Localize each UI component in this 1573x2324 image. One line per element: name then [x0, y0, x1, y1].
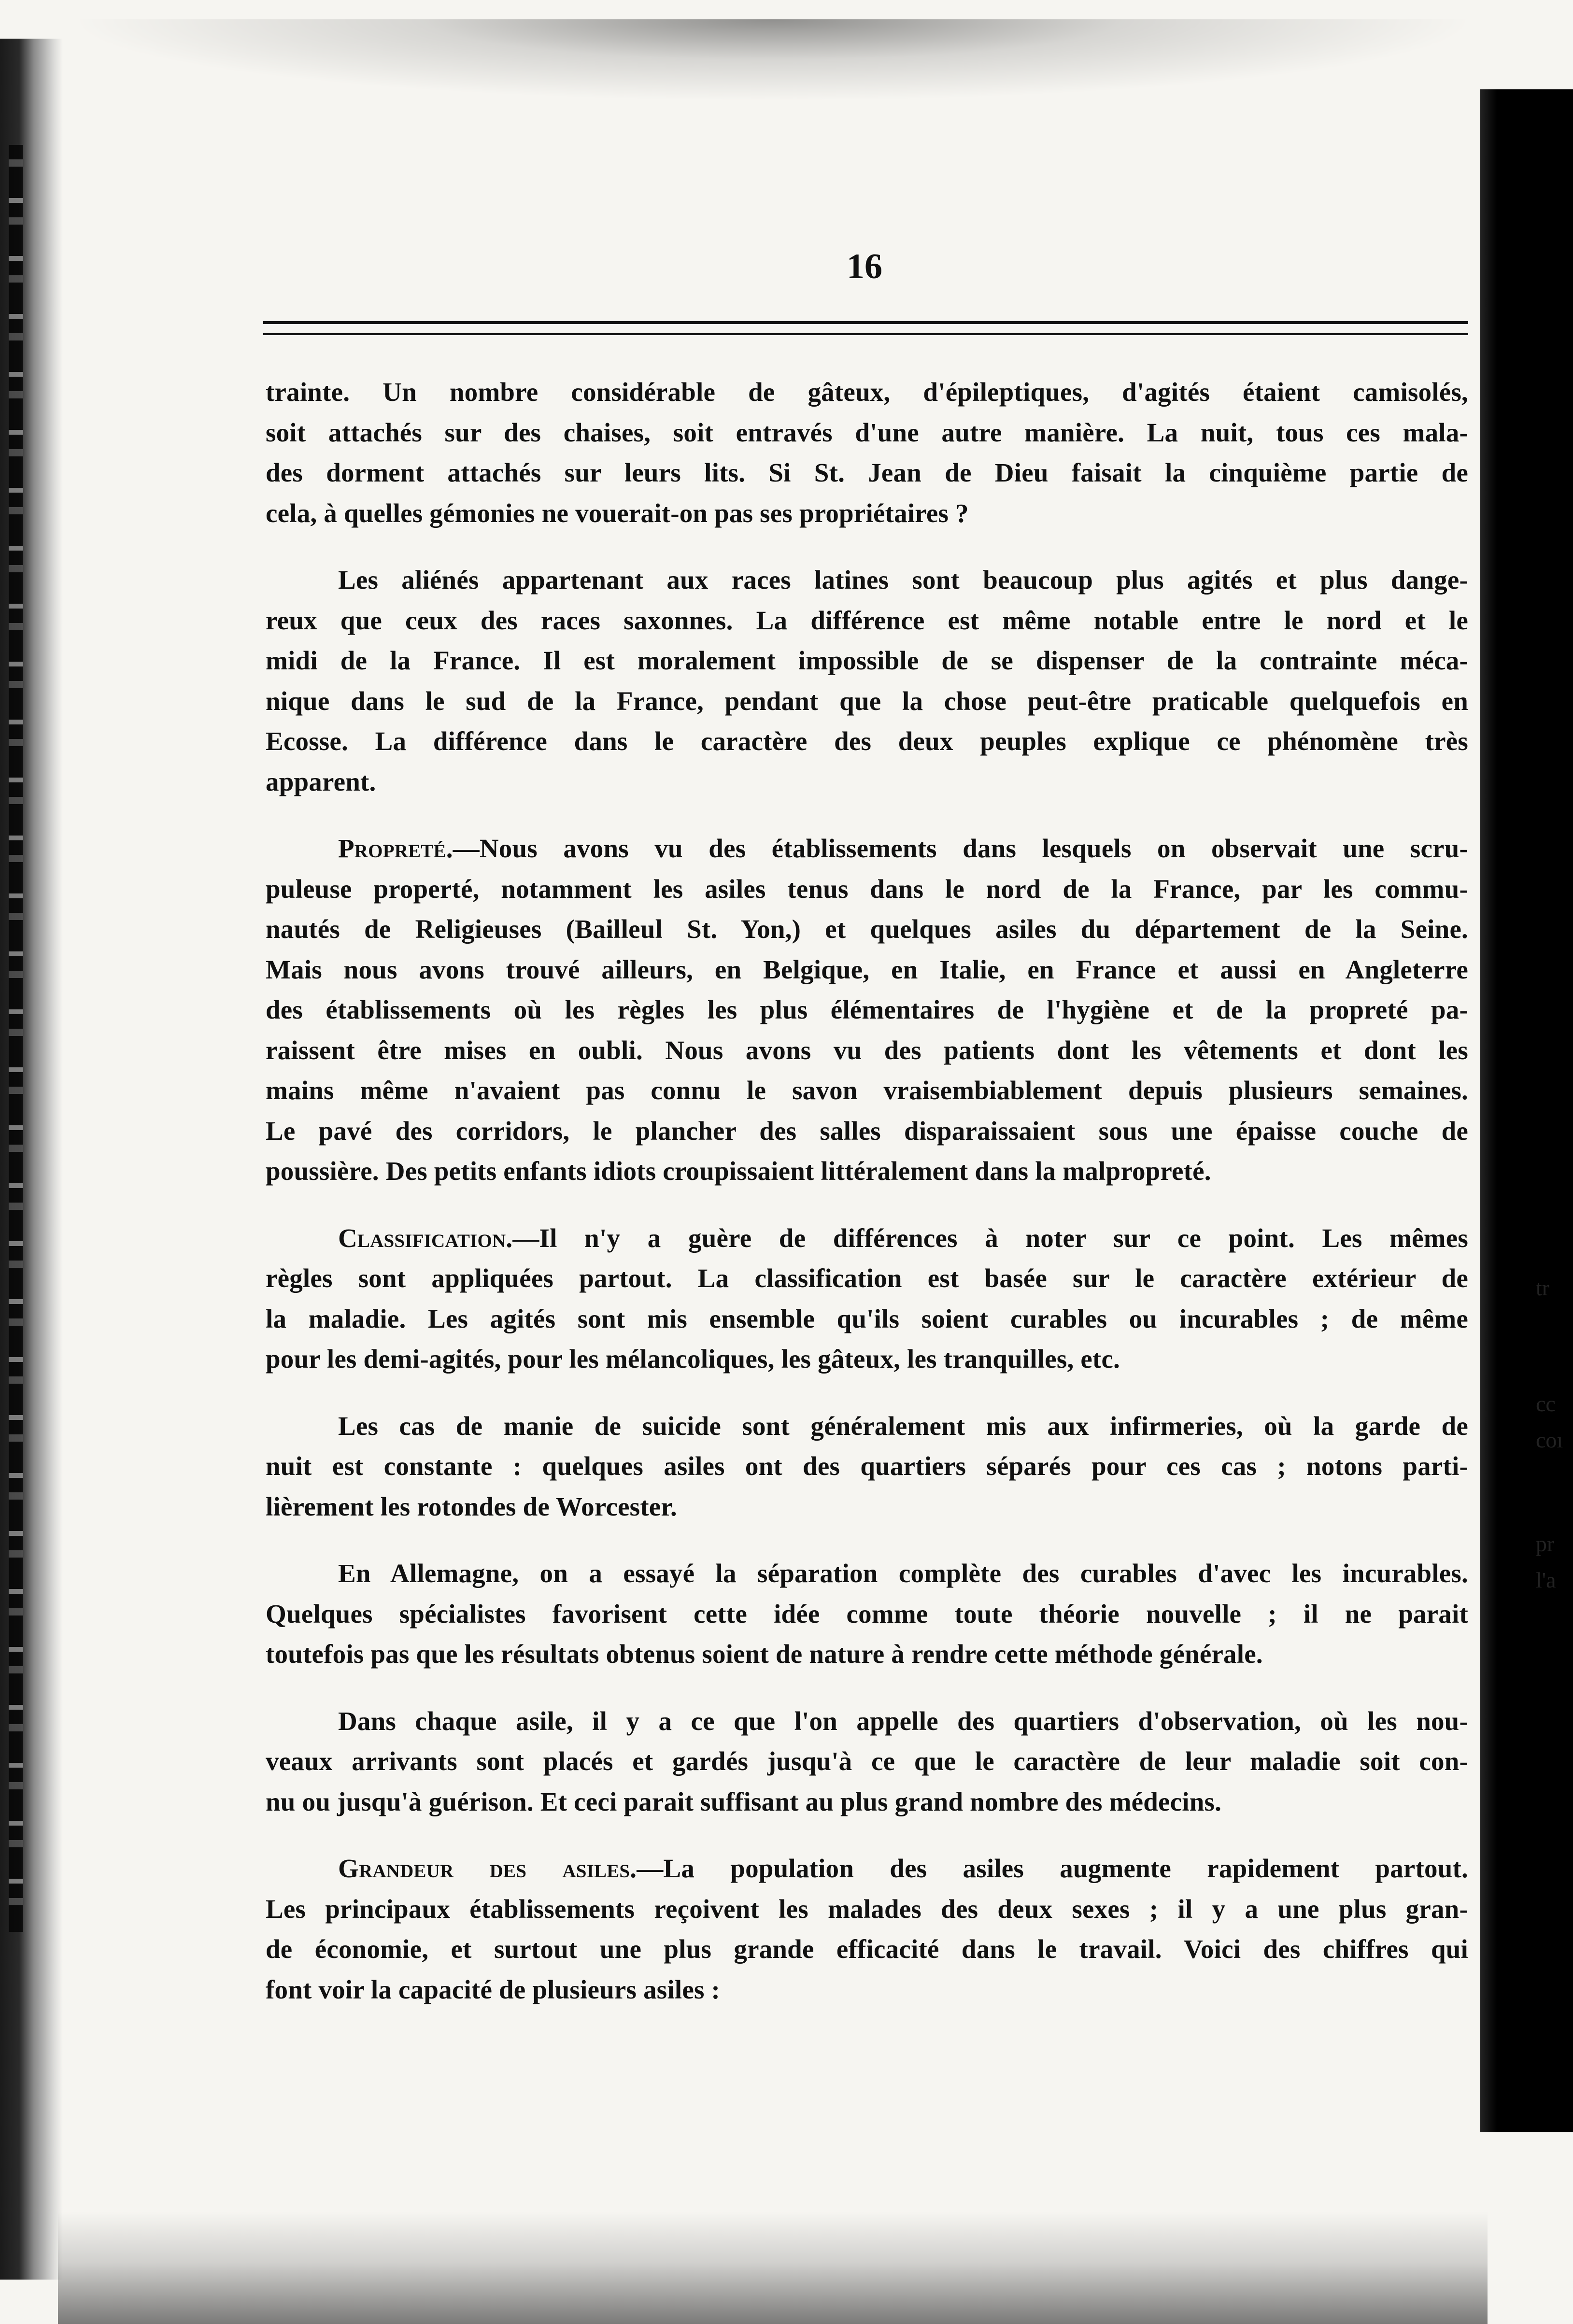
text-line: Le pavé des corridors, le plancher des salles disparaissaient sous une épaisse couche de	[266, 1116, 1468, 1146]
text-line: font voir la capacité de plusieurs asiles :	[266, 1974, 721, 2004]
text-run: —Il n'y a guère de différences à noter sur ce point. Les mêmes	[512, 1223, 1468, 1253]
page-number: 16	[847, 247, 882, 286]
text-line: Dans chaque asile, il y a ce que l'on appelle des quartiers d'observation, où les nou-	[338, 1706, 1468, 1736]
text-line: la maladie. Les agités sont mis ensemble qu'ils soient curables ou incurables ; de même	[266, 1304, 1468, 1333]
header-rule	[263, 333, 1468, 335]
text-line	[266, 1218, 1468, 1259]
text-line: Mais nous avons trouvé ailleurs, en Belgique, en Italie, en France et aussi en Angleterre	[266, 954, 1468, 984]
header-rule	[263, 321, 1468, 324]
paragraph	[266, 1553, 1468, 1674]
text-line: des dorment attachés sur leurs lits. Si St. Jean de Dieu faisait la cinquième partie de	[266, 458, 1468, 487]
text-line: reux que ceux des races saxonnes. La différence est même notable entre le nord et le	[266, 605, 1468, 635]
section-heading: Grandeur des asiles.	[338, 1854, 637, 1883]
next-page-fragment: coı	[1536, 1428, 1563, 1452]
scan-noise-bottom	[58, 2212, 1488, 2324]
text-line: pour les demi-agités, pour les mélancoliques, les gâteux, les tranquilles, etc.	[266, 1344, 1120, 1374]
text-line: nautés de Religieuses (Bailleul St. Yon,) et quelques asiles du département de la Seine.	[266, 914, 1468, 944]
paragraph	[266, 1218, 1468, 1379]
text-line: des établissements où les règles les plus élémentaires de l'hygiène et de la propreté pa-	[266, 995, 1468, 1024]
text-line: veaux arrivants sont placés et gardés jusqu'à ce que le caractère de leur maladie soit con-	[266, 1746, 1468, 1776]
text-line: puleuse properté, notamment les asiles tenus dans le nord de la France, par les commu-	[266, 874, 1468, 904]
scan-binding-edge	[9, 145, 23, 1932]
next-page-fragment: tr	[1536, 1275, 1550, 1300]
text-line: mains même n'avaient pas connu le savon vraisembiablement depuis plusieurs semaines.	[266, 1076, 1468, 1105]
paragraph	[266, 372, 1468, 533]
paragraph	[266, 1406, 1468, 1527]
text-line: nuit est constante : quelques asiles ont des quartiers séparés pour ces cas ; notons parti-	[266, 1451, 1468, 1481]
text-line: nu ou jusqu'à guérison. Et ceci parait suffisant au plus grand nombre des médecins.	[266, 1786, 1222, 1816]
section-heading: Propreté.	[338, 834, 453, 863]
text-line: Quelques spécialistes favorisent cette idée comme toute théorie nouvelle ; il ne parait	[266, 1599, 1468, 1629]
text-line: cela, à quelles gémonies ne vouerait-on pas ses propriétaires ?	[266, 498, 969, 528]
paragraph	[266, 828, 1468, 1191]
text-line: trainte. Un nombre considérable de gâteux, d'épileptiques, d'agités étaient camisolés,	[266, 377, 1468, 407]
text-line: règles sont appliquées partout. La classification est basée sur le caractère extérieur de	[266, 1263, 1468, 1293]
body-text	[266, 372, 1468, 2010]
text-line	[266, 1848, 1468, 1889]
text-run: —La population des asiles augmente rapidement partout.	[637, 1854, 1468, 1883]
next-page-fragment: l'a	[1536, 1568, 1556, 1592]
paragraph	[266, 1701, 1468, 1822]
text-line: poussière. Des petits enfants idiots croupissaient littéralement dans la malpropreté.	[266, 1156, 1211, 1186]
text-line: lièrement les rotondes de Worcester.	[266, 1491, 677, 1521]
text-line: apparent.	[266, 766, 376, 796]
next-page-fragment: pr	[1536, 1531, 1555, 1556]
text-line: nique dans le sud de la France, pendant que la chose peut-être praticable quelquefois en	[266, 686, 1468, 716]
text-run: —Nous avons vu des établissements dans lesquels on observait une scru-	[453, 834, 1468, 863]
text-line: toutefois pas que les résultats obtenus soient de nature à rendre cette méthode générale.	[266, 1639, 1263, 1669]
text-line: Les cas de manie de suicide sont généralement mis aux infirmeries, où la garde de	[338, 1411, 1468, 1441]
scan-noise-top	[68, 19, 1478, 101]
text-line: raissent être mises en oubli. Nous avons vu des patients dont les vêtements et dont les	[266, 1035, 1468, 1065]
paragraph	[266, 560, 1468, 802]
text-line: soit attachés sur des chaises, soit entravés d'une autre manière. La nuit, tous ces mala-	[266, 417, 1468, 447]
text-line: Les principaux établissements reçoivent les malades des deux sexes ; il y a une plus gran-	[266, 1894, 1468, 1924]
paragraph	[266, 1848, 1468, 2010]
text-line: Les aliénés appartenant aux races latines sont beaucoup plus agités et plus dange-	[338, 565, 1468, 595]
text-line: de économie, et surtout une plus grande efficacité dans le travail. Voici des chiffres qui	[266, 1934, 1468, 1964]
text-line: midi de la France. Il est moralement impossible de se dispenser de la contrainte méca-	[266, 646, 1468, 675]
text-line: Ecosse. La différence dans le caractère des deux peuples explique ce phénomène très	[266, 726, 1468, 756]
text-line	[266, 828, 1468, 869]
scan-page-edge-right	[1480, 89, 1573, 2132]
section-heading: Classification.	[338, 1223, 513, 1253]
text-line: En Allemagne, on a essayé la séparation complète des curables d'avec les incurables.	[338, 1559, 1468, 1588]
next-page-fragment: cc	[1536, 1391, 1556, 1416]
